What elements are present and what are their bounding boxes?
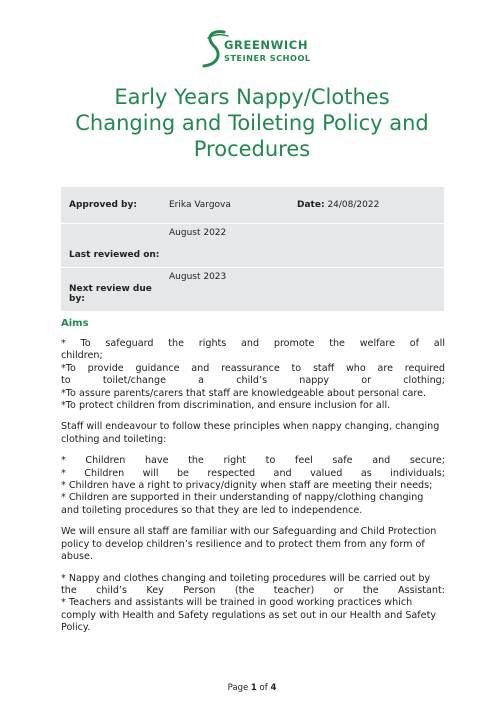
school-logo (200, 28, 320, 72)
approval-table (61, 186, 444, 312)
document-title (40, 84, 464, 162)
text-line: Policy. (61, 622, 91, 634)
footer-of: of (256, 683, 271, 693)
text-line: *To assure parents/carers that staff are knowledgeable about personal care. (61, 387, 427, 399)
procedures-paragraph (61, 573, 445, 635)
text-line: the child’s Key Person (the teacher) or the Assistant: (61, 584, 445, 596)
text-line: children; (61, 350, 103, 362)
text-line: * Children are supported in their understanding of nappy/clothing changing (61, 492, 424, 504)
footer-prefix: Page (227, 683, 251, 693)
logo-text-greenwich: GREENWICH (224, 38, 309, 52)
text-line: * Children have a right to privacy/dignity when staff are meeting their needs; (61, 480, 433, 492)
text-line: policy to develop children’s resilience and to protect them from any form of (61, 538, 425, 550)
aims-heading: Aims (61, 318, 89, 329)
date-value: 24/08/2022 (327, 200, 380, 210)
text-line: and toileting procedures so that they are led to independence. (61, 504, 363, 516)
aims-paragraph (61, 338, 445, 412)
title-line: Changing and Toileting Policy and (75, 111, 429, 135)
next-review-label: Next review due by: (61, 268, 169, 312)
logo-text-steiner-school: STEINER SCHOOL (224, 53, 311, 63)
text-line: clothing and toileting: (61, 433, 167, 445)
next-review-value: August 2023 (169, 268, 297, 312)
text-line: *To provide guidance and reassurance to staff who are required (61, 362, 445, 374)
text-line: abuse. (61, 551, 93, 563)
text-line: * Children will be respected and valued as individuals; (61, 467, 445, 479)
last-reviewed-value: August 2022 (169, 224, 297, 268)
approved-by-value: Erika Vargova (169, 187, 297, 224)
text-line: * Teachers and assistants will be trained in good working practices which (61, 597, 413, 609)
reviewed-row (61, 224, 444, 268)
current-page-number: 1 (250, 683, 257, 693)
total-pages-number: 4 (270, 683, 277, 693)
text-line: * Nappy and clothes changing and toileting procedures will be carried out by (61, 572, 431, 584)
principles-list-paragraph (61, 455, 445, 517)
principles-intro-paragraph (61, 421, 445, 446)
next-review-row (61, 268, 444, 312)
page-number-footer (0, 683, 504, 693)
policy-body (61, 338, 445, 644)
text-line: * Children have the right to feel safe and secure; (61, 455, 445, 467)
text-line: comply with Health and Safety regulations as set out in our Health and Safety (61, 609, 437, 621)
last-reviewed-label: Last reviewed on: (61, 224, 169, 268)
text-line: Staff will endeavour to follow these principles when nappy changing, changing (61, 421, 440, 433)
date-cell (297, 187, 444, 224)
text-line: We will ensure all staff are familiar with our Safeguarding and Child Protection (61, 526, 437, 538)
approval-row (61, 187, 444, 224)
approved-by-label: Approved by: (61, 187, 169, 224)
text-line: *To protect children from discrimination, and ensure inclusion for all. (61, 400, 391, 412)
safeguarding-paragraph (61, 526, 445, 563)
date-label: Date: (297, 200, 325, 210)
text-line: to toilet/change a child’s nappy or clothing; (61, 375, 445, 387)
title-line: Early Years Nappy/Clothes (114, 85, 390, 109)
title-line: Procedures (193, 137, 311, 161)
text-line: * To safeguard the rights and promote the welfare of all (61, 338, 445, 349)
